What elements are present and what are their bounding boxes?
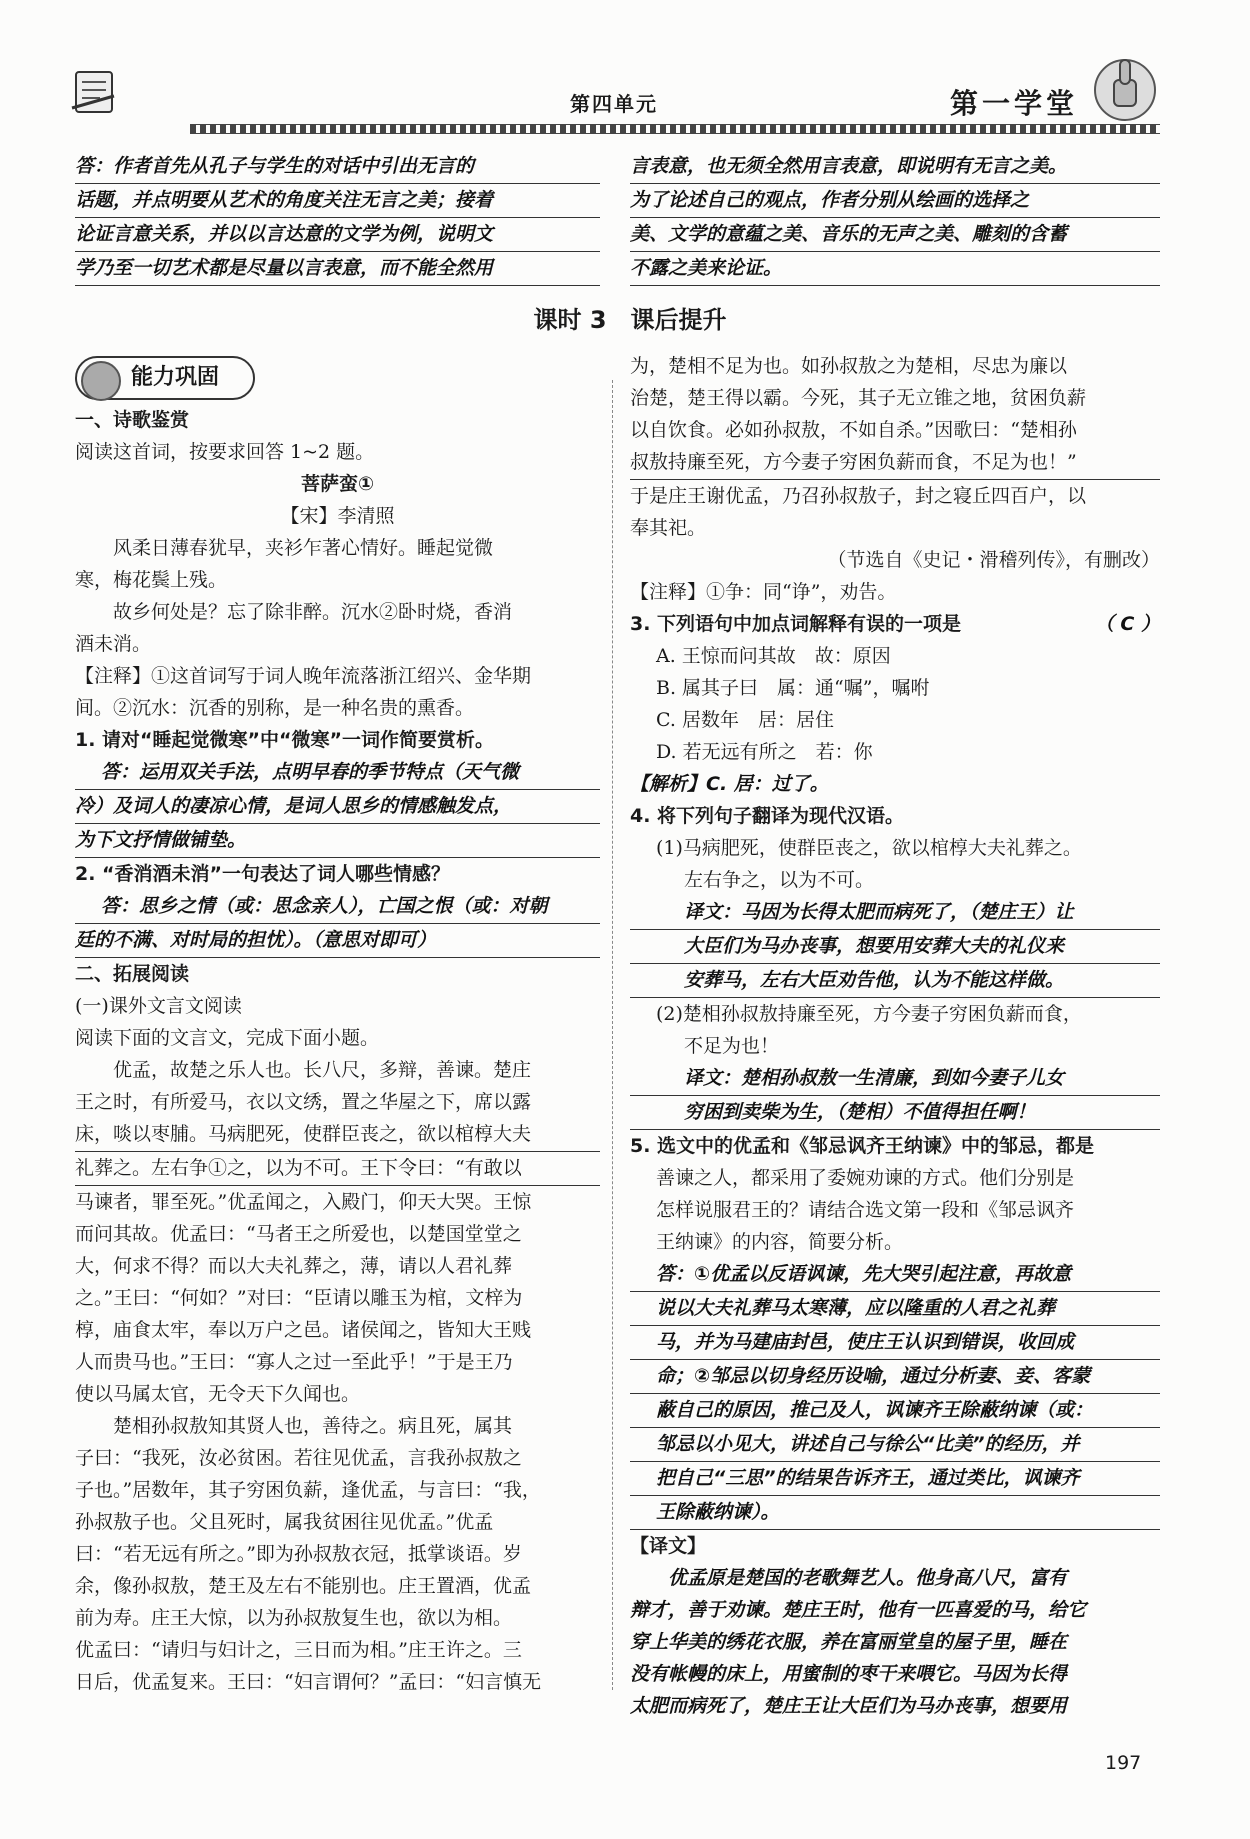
option-c: C. 居数年 居：居住 [656, 709, 834, 731]
answer-4-2-line: 译文：楚相孙叔敖一生清廉，到如今妻子儿女 [630, 1062, 1160, 1096]
answer-5-line: 王除蔽纳谏）。 [630, 1496, 1160, 1530]
answer-line: 言表意，也无须全然用言表意，即说明有无言之美。 [630, 150, 1160, 184]
passage-line: 椁，庙食太牢，奉以万户之邑。诸侯闻之，皆知大王贱 [75, 1319, 532, 1341]
passage-line: 于是庄王谢优孟，乃召孙叔敖子，封之寝丘四百户，以 [630, 485, 1087, 507]
answer-5-line: 蔽自己的原因，推己及人，讽谏齐王除蔽纳谏（或： [630, 1394, 1160, 1428]
passage-line: 前为寿。庄王大惊，以为孙叔敖复生也，欲以为相。 [75, 1607, 513, 1629]
answer-5-line: 答：①优孟以反语讽谏，先大哭引起注意，再故意 [630, 1258, 1160, 1292]
poem-line: 酒未消。 [75, 633, 152, 655]
question-3: 3. 下列语句中加点词解释有误的一项是 [630, 613, 962, 635]
passage-line: 王之时，有所爱马，衣以文绣，置之华屋之下，席以露 [75, 1091, 532, 1113]
answer-5-line: 邹忌以小见大，讲述自己与徐公“比美”的经历，并 [630, 1428, 1160, 1462]
answer-4-2-line: 穷困到卖柴为生，（楚相）不值得担任啊！ [630, 1096, 1160, 1130]
passage-line: 日后，优孟复来。王曰：“妇言谓何？”孟曰：“妇言慎无 [75, 1671, 542, 1693]
option-d: D. 若无远有所之 若：你 [656, 741, 873, 763]
poem-line: 故乡何处是？忘了除非醉。沉水②卧时烧，香消 [113, 601, 513, 623]
unit-title: 第四单元 [570, 92, 658, 116]
translation-label: 【译文】 [630, 1535, 707, 1557]
option-a: A. 王惊而问其故 故：原因 [656, 645, 891, 667]
passage-line: 而问其故。优孟曰：“马者王之所爱也，以楚国堂堂之 [75, 1223, 522, 1245]
answer-1-line: 为下文抒情做铺垫。 [75, 824, 600, 858]
passage-line: 子也。”居数年，其子穷困负薪，逢优孟，与言曰：“我， [75, 1479, 541, 1501]
question-3-answer: （ C ） [1094, 613, 1160, 635]
passage-line: 孙叔敖子也。父且死时，属我贫困往见优孟。”优孟 [75, 1511, 494, 1533]
passage-line: 之。”王曰：“何如？”对曰：“臣请以雕玉为棺，文梓为 [75, 1287, 523, 1309]
answer-1-line: 答：运用双关手法，点明早春的季节特点（天气微 [75, 756, 600, 790]
badge-label: 能力巩固 [131, 365, 220, 390]
answer-line: 美、文学的意蕴之美、音乐的无声之美、雕刻的含蓄 [630, 218, 1160, 252]
note-line: 【注释】①争：同“诤”，劝告。 [630, 581, 897, 603]
sub-heading: (一)课外文言文阅读 [75, 995, 242, 1017]
poem-line: 风柔日薄春犹早，夹衫乍著心情好。睡起觉微 [113, 537, 494, 559]
question-5: 善谏之人，都采用了委婉劝谏的方式。他们分别是 [656, 1167, 1075, 1189]
answer-5-line: 说以大夫礼葬马太寒薄，应以隆重的人君之礼葬 [630, 1292, 1160, 1326]
passage-line: 马谏者，罪至死。”优孟闻之，入殿门，仰天大哭。王惊 [75, 1191, 532, 1213]
passage-line: 子曰：“我死，汝必贫困。若往见优孟，言我孙叔敖之 [75, 1447, 522, 1469]
question-4-1: 左右争之，以为不可。 [684, 869, 875, 891]
passage-line: 优孟曰：“请归与妇计之，三日而为相。”庄王许之。三 [75, 1639, 522, 1661]
thumbs-up-icon [81, 361, 121, 401]
note-line: 【注释】①这首词写于词人晚年流落浙江绍兴、金华期 [75, 665, 532, 687]
answer-1-line: 冷）及词人的凄凉心情，是词人思乡的情感触发点， [75, 790, 600, 824]
header-rule [190, 124, 1160, 134]
page-number: 197 [1105, 1752, 1142, 1774]
instruction: 阅读这首词，按要求回答 1~2 题。 [75, 441, 375, 463]
answer-5-line: 马，并为马建庙封邑，使庄王认识到错误，收回成 [630, 1326, 1160, 1360]
poem-line: 寒，梅花鬓上残。 [75, 569, 228, 591]
top-answer-left [75, 150, 600, 286]
answer-line: 话题，并点明要从艺术的角度关注无言之美；接着 [75, 184, 600, 218]
left-column [75, 350, 600, 1698]
question-5: 5. 选文中的优孟和《邹忌讽齐王纳谏》中的邹忌，都是 [630, 1135, 1095, 1157]
passage-line: 曰：“若无远有所之。”即为孙叔敖衣冠，抵掌谈语。岁 [75, 1543, 522, 1565]
note-line: 间。②沉水：沉香的别称，是一种名贵的熏香。 [75, 697, 475, 719]
passage-line: 使以马属太官，无令天下久闻也。 [75, 1383, 361, 1405]
section-title: 课时 3 课后提升 [533, 306, 727, 334]
page-header [70, 60, 1170, 130]
column-divider [612, 380, 613, 1690]
thumbs-up-mascot-icon [1090, 50, 1160, 130]
answer-2-line: 答：思乡之情（或：思念亲人），亡国之恨（或：对朝 [75, 890, 600, 924]
question-1: 1. 请对“睡起觉微寒”中“微寒”一词作简要赏析。 [75, 729, 495, 751]
question-4-2: 不足为也！ [684, 1035, 780, 1057]
passage-line: 礼葬之。左右争①之，以为不可。王下令曰：“有敢以 [75, 1152, 600, 1186]
translation-line: 辩才，善于劝谏。楚庄王时，他有一匹喜爱的马，给它 [630, 1599, 1087, 1621]
passage-line: 为，楚相不足为也。如孙叔敖之为楚相，尽忠为廉以 [630, 355, 1068, 377]
passage-line: 楚相孙叔敖知其贤人也，善待之。病且死，属其 [113, 1415, 513, 1437]
passage-line: 叔敖持廉至死，方今妻子穷困负薪而食，不足为也！” [630, 446, 1160, 480]
passage-source: （节选自《史记・滑稽列传》，有删改） [827, 549, 1160, 571]
instruction: 阅读下面的文言文，完成下面小题。 [75, 1027, 380, 1049]
answer-4-1-line: 安葬马，左右大臣劝告他，认为不能这样做。 [630, 964, 1160, 998]
part-heading: 二、拓展阅读 [75, 963, 190, 985]
translation-line: 优孟原是楚国的老歌舞艺人。他身高八尺，富有 [668, 1567, 1068, 1589]
passage-line: 床，啖以枣脯。马病肥死，使群臣丧之，欲以棺椁大夫 [75, 1118, 600, 1152]
answer-4-1-line: 大臣们为马办丧事，想要用安葬大夫的礼仪来 [630, 930, 1160, 964]
question-5: 怎样说服君王的？请结合选文第一段和《邹忌讽齐 [656, 1199, 1075, 1221]
passage-line: 以自饮食。必如孙叔敖，不如自杀。”因歌曰：“楚相孙 [630, 419, 1077, 441]
right-column [630, 350, 1160, 1722]
question-3-row [630, 608, 1160, 640]
answer-line: 学乃至一切艺术都是尽量以言表意，而不能全然用 [75, 252, 600, 286]
notebook-icon [70, 68, 120, 116]
answer-4-1-line: 译文：马因为长得太肥而病死了，（楚庄王）让 [630, 896, 1160, 930]
translation-line: 太肥而病死了，楚庄王让大臣们为马办丧事，想要用 [630, 1695, 1068, 1717]
question-4-1: (1)马病肥死，使群臣丧之，欲以棺椁大夫礼葬之。 [656, 837, 1082, 859]
poem-author: 【宋】李清照 [280, 505, 395, 527]
passage-line: 人而贵马也。”王曰：“寡人之过一至此乎！”于是王乃 [75, 1351, 513, 1373]
answer-5-line: 命；②邹忌以切身经历设喻，通过分析妻、妾、客蒙 [630, 1360, 1160, 1394]
section-badge [75, 356, 255, 400]
question-4: 4. 将下列句子翻译为现代汉语。 [630, 805, 905, 827]
answer-2-line: 廷的不满、对时局的担忧）。（意思对即可） [75, 924, 600, 958]
poem-title: 菩萨蛮① [300, 473, 375, 495]
part-heading: 一、诗歌鉴赏 [75, 409, 190, 431]
top-answer-right [630, 150, 1160, 286]
passage-line: 优孟，故楚之乐人也。长八尺，多辩，善谏。楚庄 [113, 1059, 532, 1081]
passage-line: 治楚，楚王得以霸。今死，其子无立锥之地，贫困负薪 [630, 387, 1087, 409]
question-5: 王纳谏》的内容，简要分析。 [656, 1231, 904, 1253]
translation-line: 穿上华美的绣花衣服，养在富丽堂皇的屋子里，睡在 [630, 1631, 1068, 1653]
answer-line: 为了论述自己的观点，作者分别从绘画的选择之 [630, 184, 1160, 218]
question-2: 2. “香消酒未消”一句表达了词人哪些情感？ [75, 863, 451, 885]
translation-line: 没有帐幔的床上，用蜜制的枣干来喂它。马因为长得 [630, 1663, 1068, 1685]
brand-title: 第一学堂 [950, 87, 1079, 120]
question-3-analysis: 【解析】C. 居：过了。 [630, 773, 829, 795]
answer-5-line: 把自己“三思”的结果告诉齐王，通过类比，讽谏齐 [630, 1462, 1160, 1496]
answer-line: 答：作者首先从孔子与学生的对话中引出无言的 [75, 150, 600, 184]
passage-line: 大，何求不得？而以大夫礼葬之，薄，请以人君礼葬 [75, 1255, 513, 1277]
answer-line: 不露之美来论证。 [630, 252, 1160, 286]
passage-line: 奉其祀。 [630, 517, 707, 539]
option-b: B. 属其子曰 属：通“嘱”，嘱咐 [656, 677, 930, 699]
answer-line: 论证言意关系，并以以言达意的文学为例，说明文 [75, 218, 600, 252]
question-4-2: (2)楚相孙叔敖持廉至死，方今妻子穷困负薪而食， [656, 1003, 1082, 1025]
passage-line: 余，像孙叔敖，楚王及左右不能别也。庄王置酒，优孟 [75, 1575, 532, 1597]
